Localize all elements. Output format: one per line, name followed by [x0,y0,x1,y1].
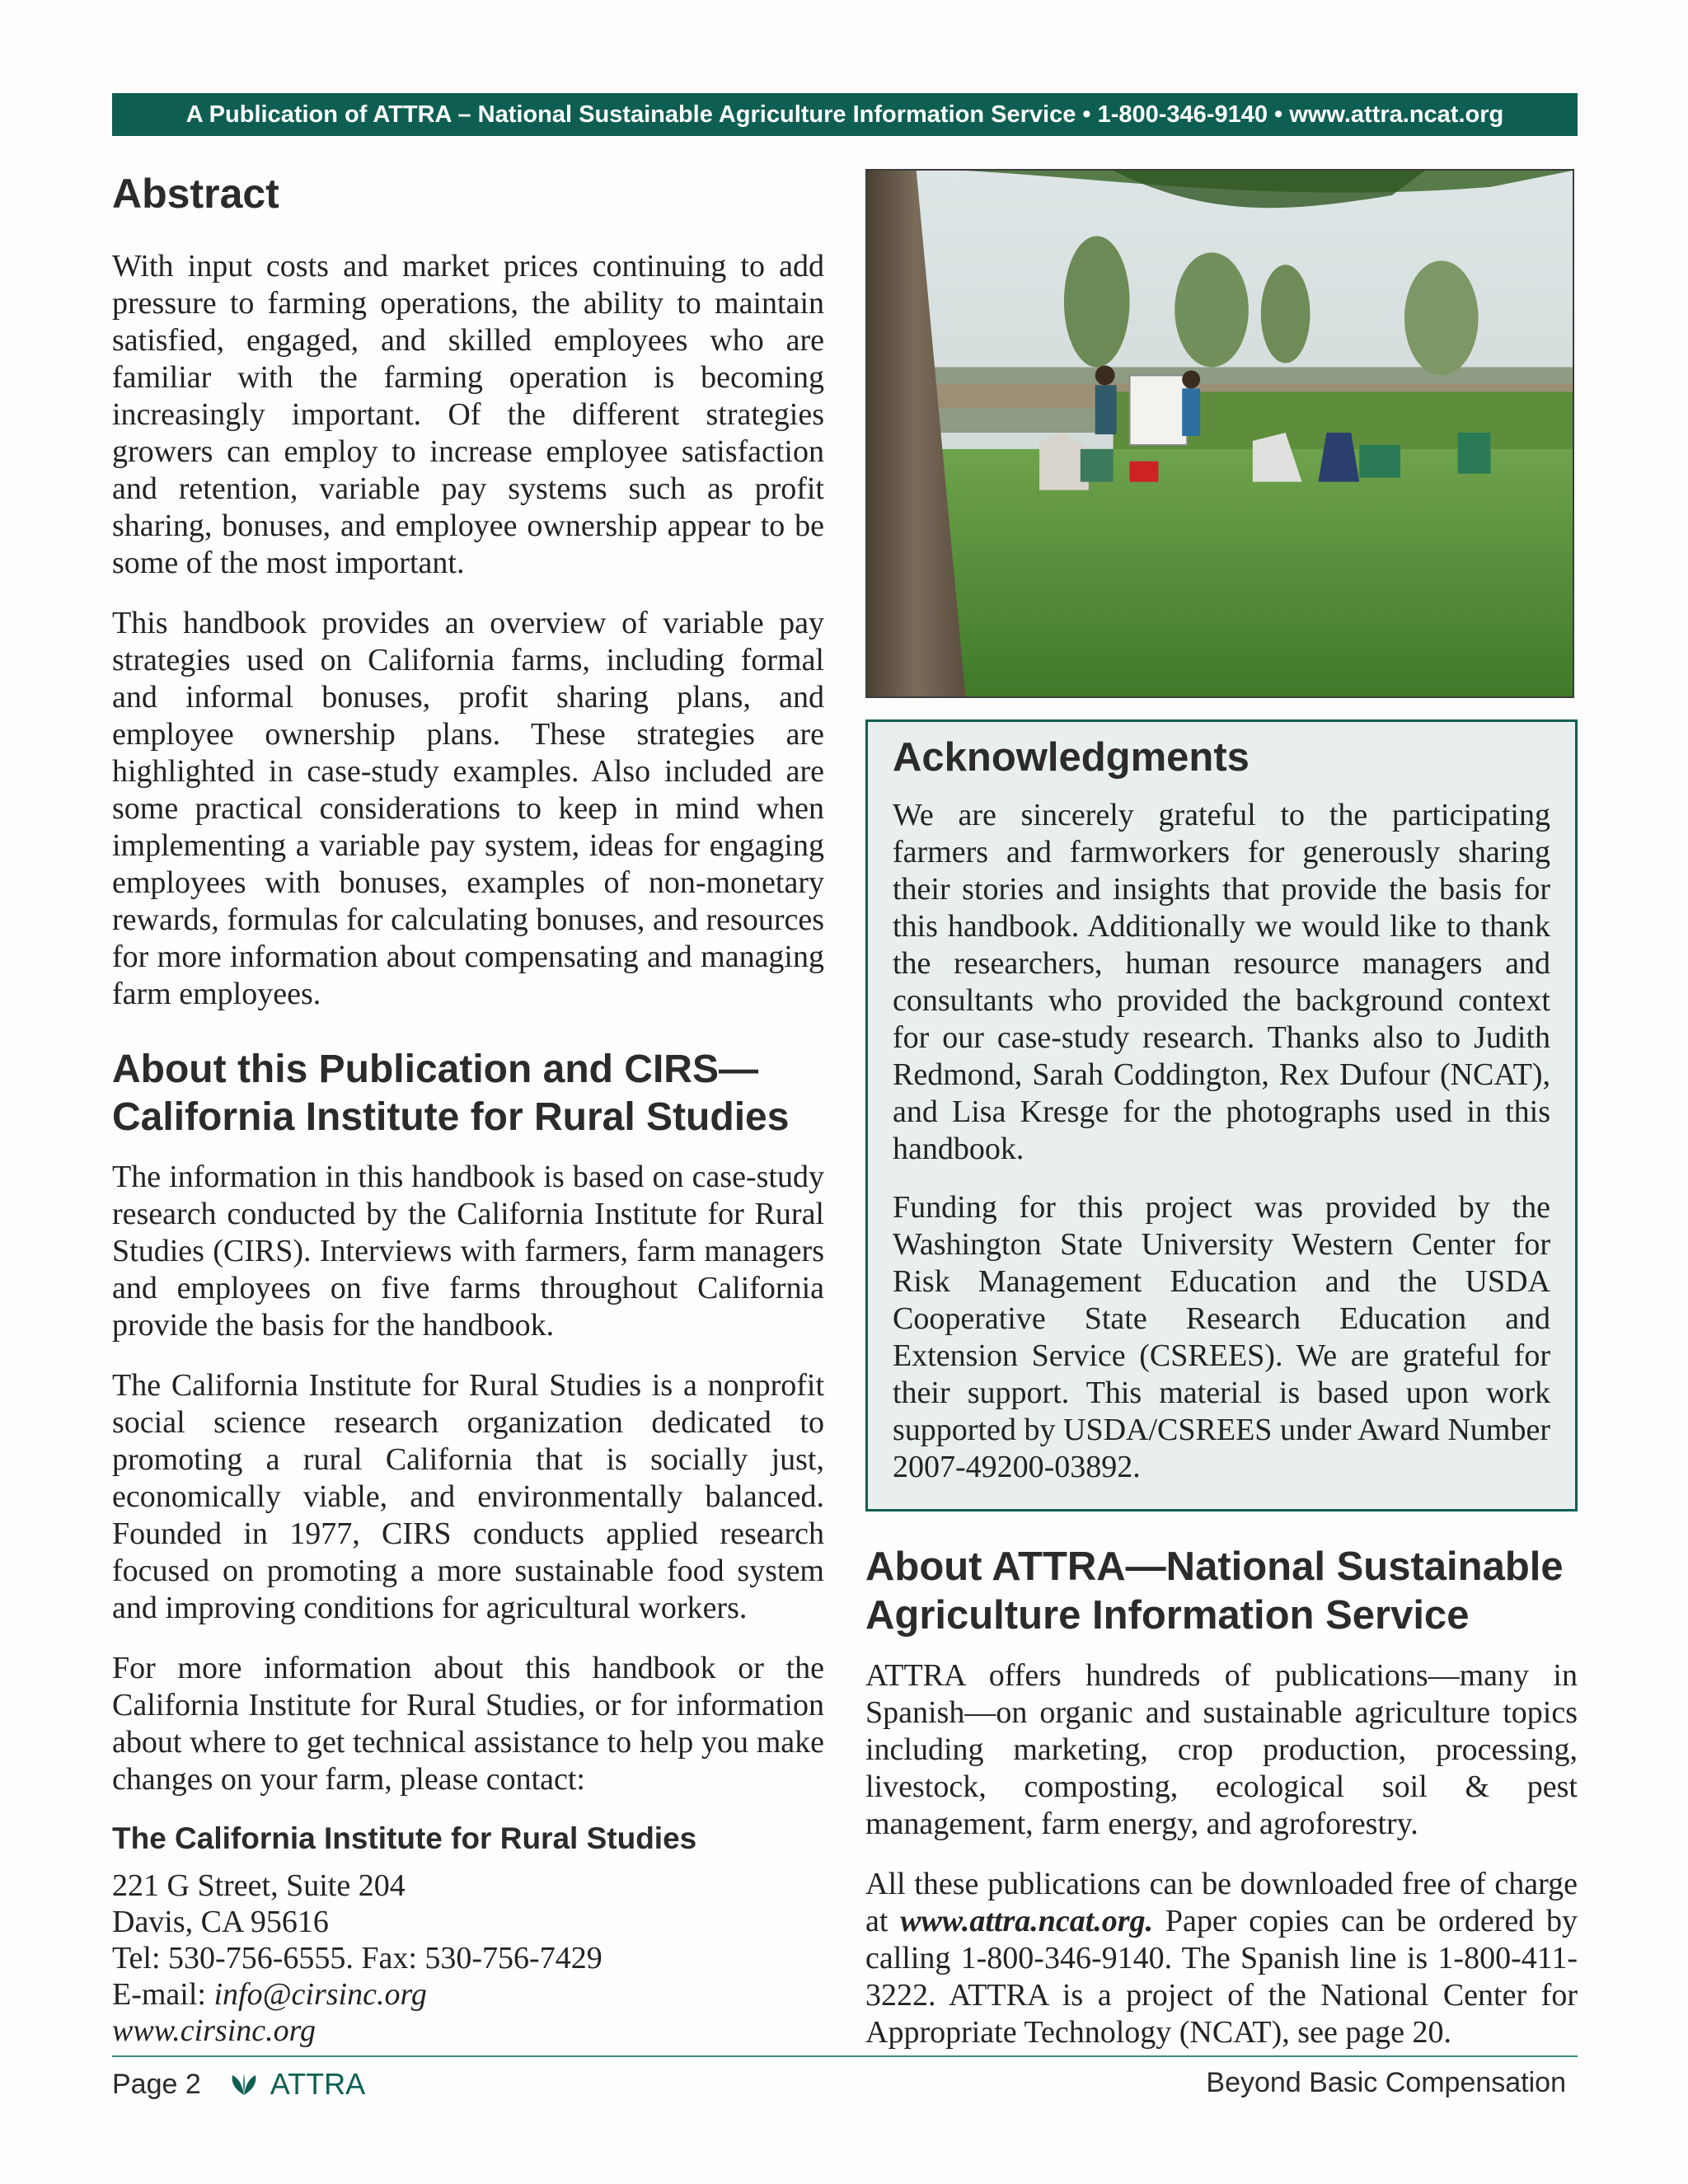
attra-leaf-icon [227,2072,260,2097]
about-attra-p2-end: Paper copies can be ordered by calling 1-800-346-9140. The Spanish line is 1-800-411-3222. ATTRA is a project of the National Center for Appropriate Technology (NCAT), see page 20. [865,1904,1578,2050]
publication-banner: A Publication of ATTRA – National Sustainable Agriculture Information Service • 1-800-346-9140 • www.attra.ncat.org [112,93,1578,136]
contact-street: 221 G Street, Suite 204 [112,1868,406,1904]
about-attra-paragraph-2 [865,1866,1578,2051]
contact-city: Davis, CA 95616 [112,1905,329,1940]
abstract-paragraph-1: With input costs and market prices continuing to add pressure to farming operations, the ability to maintain satisfied, engaged, and skilled employees who are familiar with the farming operation is becoming increasingly important. Of the different strategies growers can employ to increase employee satisfaction and retention, variable pay systems such as profit sharing, bonuses, and employee ownership appear to be some of the most important. [112,249,824,580]
acknowledgments-box [865,719,1578,1511]
about-cirs-heading: About this Publication and CIRS—California Institute for Rural Studies [112,1047,790,1139]
contact-email-link[interactable]: info@cirsinc.org [213,1977,427,2013]
page-number: Page 2 [112,2068,201,2100]
footer-brand: ATTRA [270,2067,366,2101]
abstract-heading: Abstract [112,171,279,217]
acknowledgments-heading: Acknowledgments [893,735,1250,780]
acknowledgments-paragraph-1: We are sincerely grateful to the participating farmers and farmworkers for generously sharing their stories and insights that provide the basis for this handbook. Additionally we would like to thank the researchers, human resource managers and consultants who provided the background context for our case-study research. Thanks also to Judith Redmond, Sarah Coddington, Rex Dufour (NCAT), and Lisa Kresge for the photographs used in this handbook. [893,797,1550,1166]
contact-address [112,1868,824,2049]
about-cirs-paragraph-3: For more information about this handbook or the California Institute for Rural Studies, or for information about where to get technical assistance to help you make changes on your farm, please contact: [112,1651,824,1797]
attra-website-link[interactable]: www.attra.ncat.org. [900,1904,1154,1939]
about-attra-heading: About ATTRA—National Sustainable Agriculture Information Service [865,1544,1564,1638]
abstract-paragraph-2: This handbook provides an overview of variable pay strategies used on California farms, including formal and informal bonuses, profit sharing plans, and employee ownership plans. These strategies are highlighted in case-study examples. Also included are some practical considerations to keep in mind when implementing a variable pay system, ideas for engaging employees with bonuses, examples of non-monetary rewards, formulas for calculating bonuses, and resources for more information about compensating and managing farm employees. [112,606,824,1011]
contact-website-link[interactable]: www.cirsinc.org [112,2013,316,2049]
footer-divider [112,2055,1578,2057]
right-column [865,169,1578,2074]
contact-phone: Tel: 530-756-6555. Fax: 530-756-7429 [112,1941,603,1976]
about-attra-section [865,1543,1578,2052]
farmworkers-meeting-photo [865,169,1574,698]
about-cirs-paragraph-1: The information in this handbook is based on case-study research conducted by the California Institute for Rural Studies (CIRS). Interviews with farmers, farm managers and employees on five farms throughout California provide the basis for the handbook. [112,1160,824,1343]
footer-left [112,2067,365,2102]
contact-name: The California Institute for Rural Studies [112,1821,697,1856]
about-attra-p2-start: All these publications can be downloaded free of charge at [865,1867,1578,1939]
contact-email-line [112,1976,824,2013]
acknowledgments-paragraph-2: Funding for this project was provided by the Washington State University Western Center for Risk Management Education and the USDA Cooperative State Research Education and Extension Service (CSREES). We are grateful for their support. This material is based upon work supported by USDA/CSREES under Award Number 2007-49200-03892. [893,1189,1550,1484]
left-column [112,169,824,2049]
contact-email-label: E-mail: [112,1977,214,2013]
about-attra-paragraph-1: ATTRA offers hundreds of publications—many in Spanish—on organic and sustainable agriculture topics including marketing, crop production, processing, livestock, composting, ecological soil & pest management, farm energy, and agroforestry. [865,1658,1578,1842]
footer-title: Beyond Basic Compensation [1206,2067,1566,2098]
about-cirs-paragraph-2: The California Institute for Rural Studies is a nonprofit social science research organization dedicated to promoting a rural California that is socially just, economically viable, and environmentally balanced. Founded in 1977, CIRS conducts applied research focused on promoting a more sustainable food system and improving conditions for agricultural workers. [112,1368,824,1626]
